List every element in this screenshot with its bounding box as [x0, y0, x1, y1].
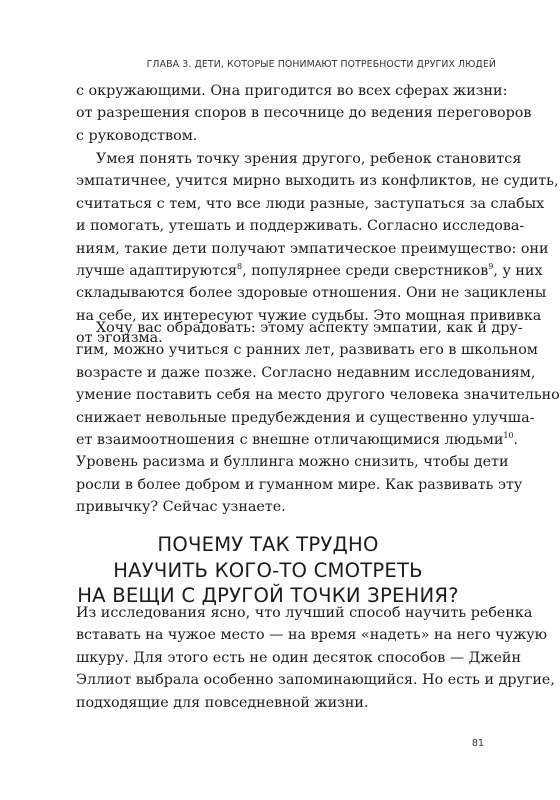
- text-line: снижает невольные предубеждения и существенно улучша-: [76, 409, 535, 426]
- text-line: возрасте и даже позже. Согласно недавним исследованиям,: [76, 364, 536, 381]
- heading-line: НАУЧИТЬ КОГО-ТО СМОТРЕТЬ: [113, 558, 423, 582]
- heading-line: ПОЧЕМУ ТАК ТРУДНО: [157, 533, 379, 556]
- text-line: ниям, такие дети получают эмпатическое преимущество: они: [76, 240, 549, 257]
- text-line: Эллиот выбрала особенно запоминающийся. Но есть и другие,: [76, 672, 555, 689]
- text-line: гим, можно учиться с ранних лет, развивать его в школьном: [76, 342, 538, 359]
- paragraph-3: [76, 317, 560, 519]
- text-run: лучше адаптируются: [76, 262, 238, 279]
- text-line: подходящие для повседневной жизни.: [76, 694, 369, 711]
- text-line: умение поставить себя на место другого человека значительно: [76, 387, 560, 404]
- text-line: шкуру. Для этого есть не один десяток способов — Джейн: [76, 649, 521, 666]
- text-run: , популярнее среди сверстников: [242, 262, 489, 279]
- section-heading: [40, 532, 496, 609]
- paragraph-4: [76, 602, 555, 714]
- text-line: Хочу вас обрадовать: этому аспекту эмпатии, как и дру-: [96, 320, 523, 336]
- text-line: и помогать, утешать и поддерживать. Согласно исследова-: [76, 218, 525, 235]
- text-line: от эгоизма.: [76, 330, 163, 347]
- text-line: вставать на чужое место — на время «надеть» на него чужую: [76, 627, 548, 644]
- paragraph-1: [76, 80, 532, 147]
- text-line: складываются более здоровые отношения. Они не зациклены: [76, 285, 547, 302]
- text-line: Умея понять точку зрения другого, ребенок становится: [96, 151, 522, 167]
- text-line: эмпатичнее, учится мирно выходить из конфликтов, не судить,: [76, 173, 559, 190]
- text-run: .: [513, 431, 519, 448]
- running-head: ГЛАВА 3. ДЕТИ, КОТОРЫЕ ПОНИМАЮТ ПОТРЕБНОСТИ ДРУГИХ ЛЮДЕЙ: [146, 59, 496, 70]
- text-line: от разрешения споров в песочнице до ведения переговоров: [76, 105, 532, 122]
- text-line: Уровень расизма и буллинга можно снизить, чтобы дети: [76, 454, 509, 471]
- text-line-with-footnotes: [76, 260, 543, 282]
- heading-line: НА ВЕЩИ С ДРУГОЙ ТОЧКИ ЗРЕНИЯ?: [77, 584, 459, 607]
- text-run: ет взаимоотношения с внешне отличающимися людьми: [76, 431, 504, 448]
- page-number: 81: [471, 738, 484, 749]
- text-line: привычку? Сейчас узнаете.: [76, 499, 286, 516]
- footnote-ref-8[interactable]: 8: [237, 261, 243, 271]
- text-line: на себе, их интересуют чужие судьбы. Это мощная прививка: [76, 307, 542, 324]
- footnote-ref-9[interactable]: 9: [488, 261, 494, 271]
- text-line: росли в более добром и гуманном мире. Как развивать эту: [76, 476, 523, 493]
- text-line-with-footnote: [76, 429, 519, 451]
- footnote-ref-10[interactable]: 10: [503, 430, 514, 440]
- text-line: считаться с тем, что все люди разные, заступаться за слабых: [76, 195, 545, 212]
- text-line: Из исследования ясно, что лучший способ научить ребенка: [76, 605, 533, 621]
- text-line: с окружающими. Она пригодится во всех сферах жизни:: [76, 83, 508, 99]
- text-line: с руководством.: [76, 127, 198, 144]
- text-run: , у них: [493, 262, 543, 279]
